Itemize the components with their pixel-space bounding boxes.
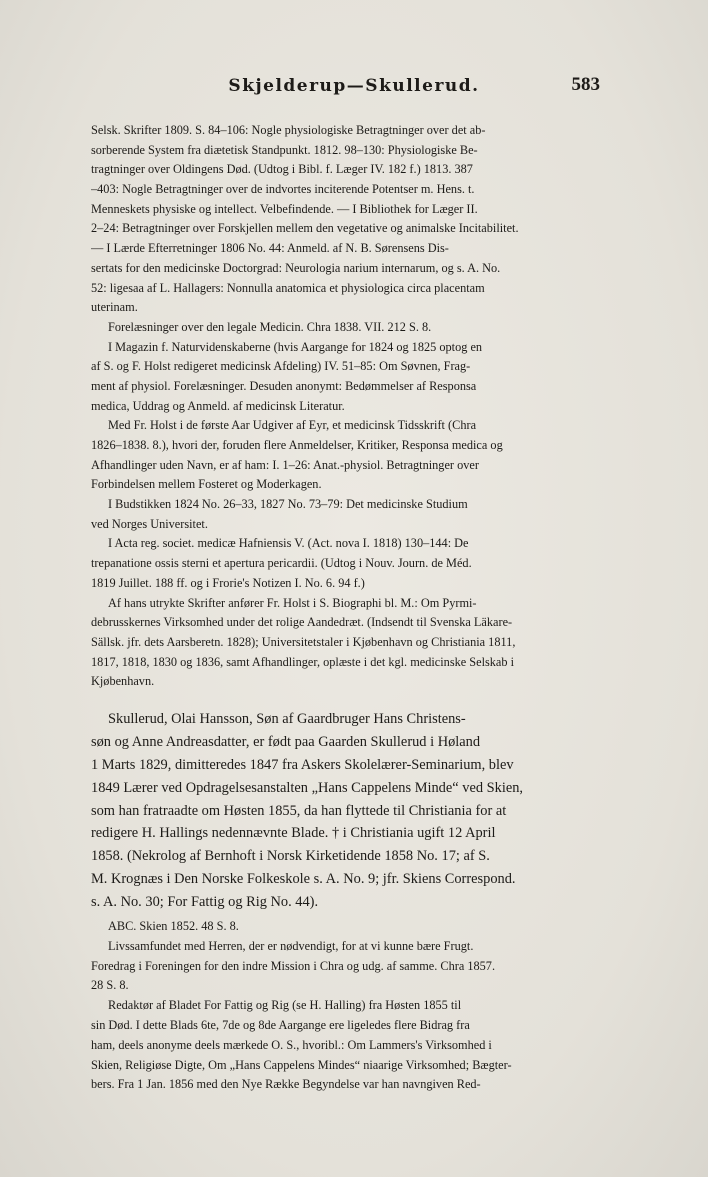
text-line: ham, deels anonyme deels mærkede O. S., hvoribl.: Om Lammers's Virksomhed i [91,1037,492,1052]
text-line: tragtninger over Oldingens Død. (Udtog i Bibl. f. Læger IV. 182 f.) 1813. 387 [91,162,473,177]
page-number: 583 [571,74,600,95]
text-line: 1858. (Nekrolog af Bernhoft i Norsk Kirketidende 1858 No. 17; af S. [91,848,490,865]
text-line: 1849 Lærer ved Opdragelsesanstalten „Hans Cappelens Minde“ ved Skien, [91,779,524,796]
text-line: sertats for den medicinske Doctorgrad: Neurologia narium internarum, og s. A. No. [91,260,501,275]
text-line: søn og Anne Andreasdatter, er født paa Gaarden Skullerud i Høland [91,733,481,750]
text-line: I Budstikken 1824 No. 26–33, 1827 No. 73–79: Det medicinske Studium [108,497,468,512]
skullerud-works [91,917,618,1095]
text-line: Redaktør af Bladet For Fattig og Rig (se H. Halling) fra Høsten 1855 til [108,998,462,1013]
text-line: Afhandlinger uden Navn, er af ham: I. 1–26: Anat.-physiol. Betragtninger over [91,457,479,472]
text-line: s. A. No. 30; For Fattig og Rig No. 44). [91,894,319,911]
text-line: Livssamfundet med Herren, der er nødvendigt, for at vi kunne bære Frugt. [108,938,474,953]
text-line: 28 S. 8. [91,978,129,993]
text-line: trepanatione ossis sterni et apertura pericardii. (Udtog i Nouv. Journ. de Méd. [91,556,472,571]
text-line: sin Død. I dette Blads 6te, 7de og 8de Aargange ere ligeledes flere Bidrag fra [91,1017,470,1032]
skjelderup-entry-continuation [91,121,618,692]
text-line: medica, Uddrag og Anmeld. af medicinsk Literatur. [91,398,345,413]
text-line: Foredrag i Foreningen for den indre Mission i Chra og udg. af samme. Chra 1857. [91,958,496,973]
running-title: Skjelderup—Skullerud. [228,76,480,96]
text-line: 2–24: Betragtninger over Forskjellen mellem den vegetative og animalske Incitabilitet. [91,221,519,236]
text-line: ABC. Skien 1852. 48 S. 8. [108,919,239,933]
text-line: sorberende System fra diætetisk Standpunkt. 1812. 98–130: Physiologiske Be- [91,142,478,157]
text-line: debrusskernes Virksomhed under det rolige Aandedræt. (Indsendt til Svenska Läkare- [91,615,513,630]
text-line: 1817, 1818, 1830 og 1836, samt Afhandlinger, oplæste i det kgl. medicinske Selskab i [91,654,515,669]
text-line: Sällsk. jfr. dets Aarsberetn. 1828); Universitetstaler i Kjøbenhavn og Christiania 1811, [91,634,516,649]
text-line: 1819 Juillet. 188 ff. og i Frorie's Notizen I. No. 6. 94 f.) [91,575,365,590]
text-line: 52: ligesaa af L. Hallagers: Nonnulla anatomica et physiologica circa placentam [91,280,485,295]
text-line: Kjøbenhavn. [91,674,155,689]
text-line: Med Fr. Holst i de første Aar Udgiver af Eyr, et medicinsk Tidsskrift (Chra [108,418,477,433]
text-line: I Acta reg. societ. medicæ Hafniensis V. (Act. nova I. 1818) 130–144: De [108,536,469,551]
text-line: Forbindelsen mellem Fosteret og Moderkagen. [91,477,322,492]
text-line: Forelæsninger over den legale Medicin. Chra 1838. VII. 212 S. 8. [108,319,432,334]
text-line: af S. og F. Holst redigeret medicinsk Afdeling) IV. 51–85: Om Søvnen, Frag- [91,359,471,374]
text-line: Selsk. Skrifter 1809. S. 84–106: Nogle physiologiske Betragtninger over det ab- [91,123,486,137]
text-line: Skien, Religiøse Digte, Om „Hans Cappelens Mindes“ niaarige Virksomhed; Bægter- [91,1057,512,1072]
text-line: 1826–1838. 8.), hvori der, foruden flere Anmeldelser, Kritiker, Responsa medica og [91,438,503,452]
text-line: redigere H. Hallings nedennævnte Blade. † i Christiania ugift 12 April [91,825,496,842]
text-line: Af hans utrykte Skrifter anfører Fr. Holst i S. Biographi bl. M.: Om Pyrmi- [108,595,477,610]
text-line: — I Lærde Efterretninger 1806 No. 44: Anmeld. af N. B. Sørensens Dis- [91,241,449,256]
page-header [0,72,708,102]
text-line: uterinam. [91,300,138,315]
text-line: ment af physiol. Forelæsninger. Desuden anonymt: Bedømmelser af Responsa [91,378,477,393]
text-line: 1 Marts 1829, dimitteredes 1847 fra Askers Skolelærer-Seminarium, blev [91,756,514,773]
text-line: som han fratraadte om Høsten 1855, da han flyttede til Christiania for at [91,802,507,819]
text-line: I Magazin f. Naturvidenskaberne (hvis Aargange for 1824 og 1825 optog en [108,339,483,354]
skullerud-biography [91,708,618,914]
text-line: M. Krognæs i Den Norske Folkeskole s. A. No. 9; jfr. Skiens Correspond. [91,871,516,888]
text-line: Menneskets physiske og intellect. Velbefindende. — I Bibliothek for Læger II. [91,201,478,216]
text-line: bers. Fra 1 Jan. 1856 med den Nye Række Begyndelse var han navngiven Red- [91,1077,481,1092]
text-line: ved Norges Universitet. [91,516,208,531]
text-line: Skullerud, Olai Hansson, Søn af Gaardbruger Hans Christens- [108,711,466,727]
text-line: –403: Nogle Betragtninger over de indvortes inciterende Potentser m. Hens. t. [91,182,475,197]
